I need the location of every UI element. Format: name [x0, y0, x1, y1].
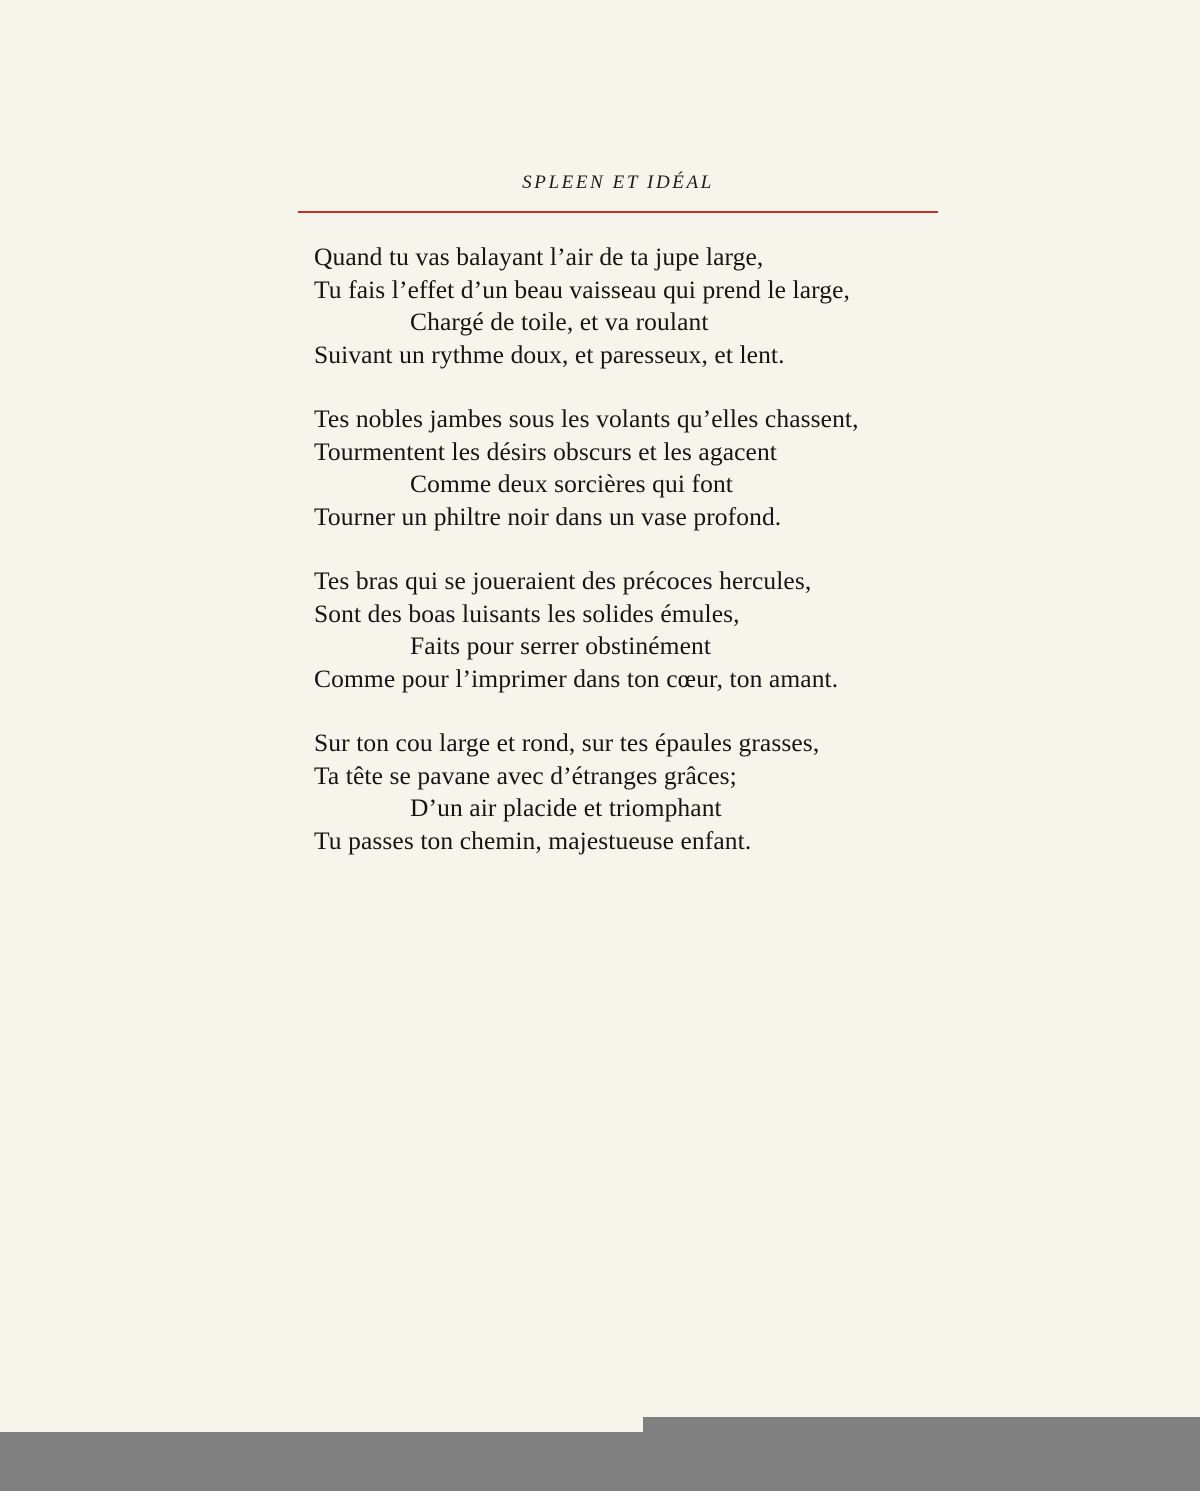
scan-border-notch — [643, 1417, 1200, 1432]
stanza-3 — [314, 565, 954, 695]
verse-line: Quand tu vas balayant l’air de ta jupe large, — [314, 242, 764, 271]
verse-line: Suivant un rythme doux, et paresseux, et lent. — [314, 339, 785, 369]
running-head: SPLEEN ET IDÉAL — [522, 172, 714, 193]
verse-line-indented: Faits pour serrer obstinément — [410, 631, 712, 660]
verse-line: Tes nobles jambes sous les volants qu’elles chassent, — [314, 404, 859, 433]
verse-line-indented: D’un air placide et triomphant — [410, 793, 722, 822]
verse-line: Sur ton cou large et rond, sur tes épaules grasses, — [314, 728, 820, 757]
stanza-1 — [314, 241, 954, 371]
verse-line: Ta tête se pavane avec d’étranges grâces; — [314, 760, 737, 790]
red-rule — [298, 211, 938, 213]
verse-line: Tu fais l’effet d’un beau vaisseau qui prend le large, — [314, 274, 851, 304]
verse-line: Sont des boas luisants les solides émules, — [314, 598, 740, 628]
verse-line: Tourmentent les désirs obscurs et les agacent — [314, 436, 777, 466]
stanza-2 — [314, 403, 954, 533]
scan-border-bottom — [0, 1432, 1200, 1491]
verse-line: Comme pour l’imprimer dans ton cœur, ton amant. — [314, 663, 839, 693]
verse-line: Tes bras qui se joueraient des précoces hercules, — [314, 566, 812, 595]
poem-body — [314, 241, 954, 889]
stanza-4 — [314, 727, 954, 857]
verse-line: Tourner un philtre noir dans un vase profond. — [314, 501, 782, 531]
verse-line: Tu passes ton chemin, majestueuse enfant. — [314, 825, 752, 855]
verse-line-indented: Comme deux sorcières qui font — [410, 469, 733, 498]
verse-line-indented: Chargé de toile, et va roulant — [410, 307, 709, 336]
